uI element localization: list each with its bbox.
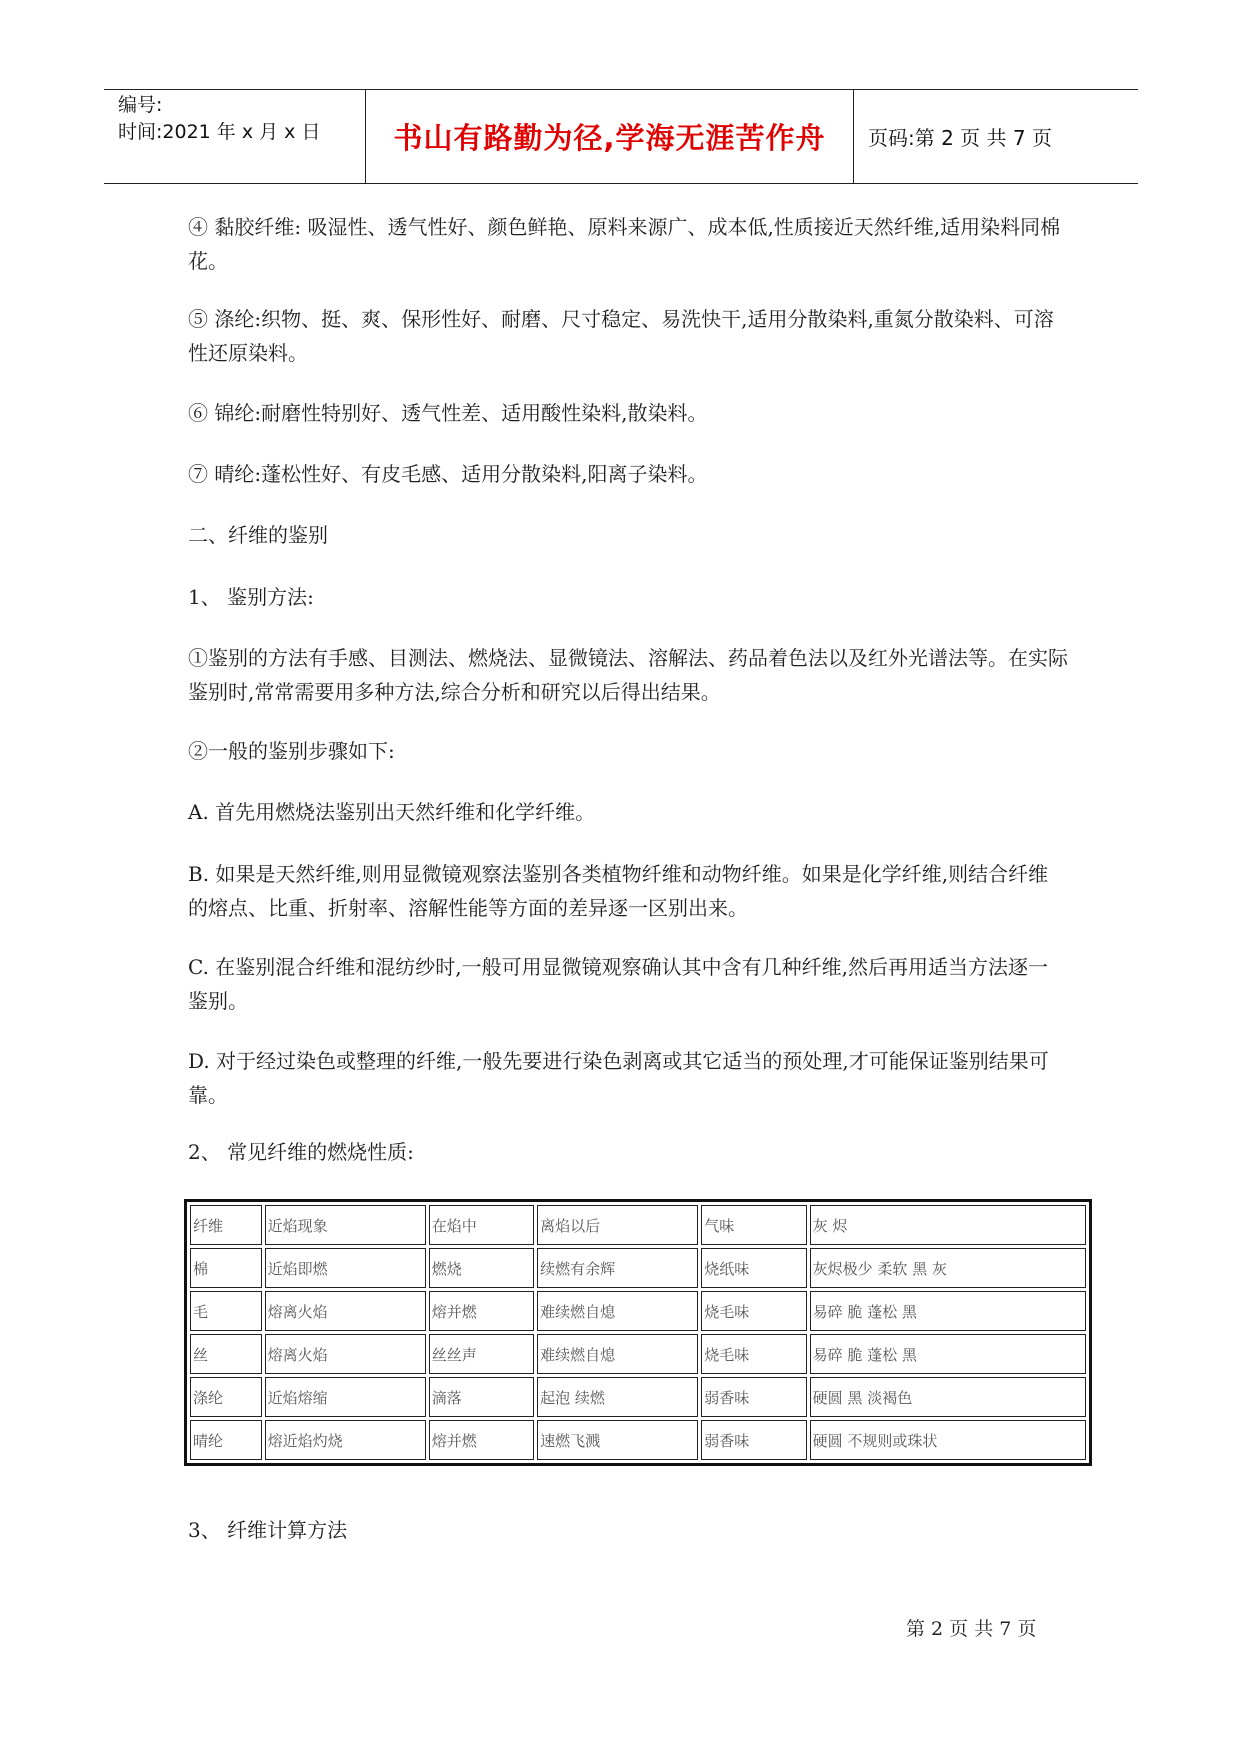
table-cell: 硬圆 黑 淡褐色	[810, 1377, 1086, 1417]
table-header-cell: 纤维	[190, 1205, 262, 1245]
table-cell: 弱香味	[701, 1377, 806, 1417]
paragraph-polyester: ⑤ 涤纶:织物、挺、爽、保形性好、耐磨、尺寸稳定、易洗快干,适用分散染料,重氮分散染料、可溶性还原染料。	[188, 307, 1054, 365]
table-cell: 难续燃自熄	[537, 1334, 698, 1374]
table-cell: 熔并燃	[429, 1420, 534, 1460]
paragraph-methods: ①鉴别的方法有手感、目测法、燃烧法、显微镜法、溶解法、药品着色法以及红外光谱法等。在实际鉴别时,常常需要用多种方法,综合分析和研究以后得出结果。	[188, 646, 1068, 704]
table-cell: 熔并燃	[429, 1291, 534, 1331]
table-cell: 熔离火焰	[265, 1291, 426, 1331]
table-row	[190, 1291, 1086, 1331]
subheading-burning-properties: 2、 常见纤维的燃烧性质:	[188, 1140, 414, 1164]
header-page-label: 页码:第 2 页 共 7 页	[868, 126, 1052, 150]
section-heading-identification: 二、纤维的鉴别	[188, 523, 328, 547]
burning-properties-table	[184, 1199, 1092, 1466]
table-cell: 弱香味	[701, 1420, 806, 1460]
paragraph-nylon: ⑥ 锦纶:耐磨性特别好、透气性差、适用酸性染料,散染料。	[188, 401, 708, 425]
table-header-row	[190, 1205, 1086, 1245]
table-cell: 起泡 续燃	[537, 1377, 698, 1417]
table-cell: 熔离火焰	[265, 1334, 426, 1374]
table-row	[190, 1334, 1086, 1374]
paragraph-step-d: D. 对于经过染色或整理的纤维,一般先要进行染色剥离或其它适当的预处理,才可能保证鉴别结果可靠。	[188, 1049, 1049, 1107]
table-cell: 毛	[190, 1291, 262, 1331]
header-info	[104, 90, 366, 183]
table-header-cell: 近焰现象	[265, 1205, 426, 1245]
table-cell: 晴纶	[190, 1420, 262, 1460]
table-cell: 难续燃自熄	[537, 1291, 698, 1331]
table-cell: 烧毛味	[701, 1334, 806, 1374]
page-header	[104, 89, 1138, 184]
document-time-label: 时间:2021 年 x 月 x 日	[118, 121, 321, 143]
table-header-cell: 离焰以后	[537, 1205, 698, 1245]
page-footer: 第 2 页 共 7 页	[906, 1618, 1037, 1640]
paragraph-steps-intro: ②一般的鉴别步骤如下:	[188, 739, 395, 763]
paragraph-viscose: ④ 黏胶纤维: 吸湿性、透气性好、颜色鲜艳、原料来源广、成本低,性质接近天然纤维,适用染料同棉花。	[188, 215, 1061, 273]
table-cell: 速燃飞溅	[537, 1420, 698, 1460]
table-cell: 涤纶	[190, 1377, 262, 1417]
table-cell: 烧纸味	[701, 1248, 806, 1288]
header-motto: 书山有路勤为径,学海无涯苦作舟	[366, 90, 854, 183]
table-cell: 丝	[190, 1334, 262, 1374]
table-cell: 近焰熔缩	[265, 1377, 426, 1417]
table-cell: 燃烧	[429, 1248, 534, 1288]
subheading-calculation: 3、 纤维计算方法	[188, 1518, 348, 1542]
table-cell: 滴落	[429, 1377, 534, 1417]
table-cell: 丝丝声	[429, 1334, 534, 1374]
table-cell: 续燃有余辉	[537, 1248, 698, 1288]
table-cell: 易碎 脆 蓬松 黑	[810, 1334, 1086, 1374]
paragraph-step-b: B. 如果是天然纤维,则用显微镜观察法鉴别各类植物纤维和动物纤维。如果是化学纤维,则结合纤维的熔点、比重、折射率、溶解性能等方面的差异逐一区别出来。	[188, 862, 1049, 920]
table-cell: 近焰即燃	[265, 1248, 426, 1288]
table-cell: 硬圆 不规则或珠状	[810, 1420, 1086, 1460]
table-row	[190, 1248, 1086, 1288]
paragraph-step-c: C. 在鉴别混合纤维和混纺纱时,一般可用显微镜观察确认其中含有几种纤维,然后再用适当方法逐一鉴别。	[188, 955, 1049, 1013]
table-header-cell: 在焰中	[429, 1205, 534, 1245]
table-header-cell: 灰 烬	[810, 1205, 1086, 1245]
table-cell: 棉	[190, 1248, 262, 1288]
table-row	[190, 1420, 1086, 1460]
document-number-label: 编号:	[118, 94, 163, 116]
table-header-cell: 气味	[701, 1205, 806, 1245]
table-cell: 易碎 脆 蓬松 黑	[810, 1291, 1086, 1331]
paragraph-step-a: A. 首先用燃烧法鉴别出天然纤维和化学纤维。	[188, 800, 596, 824]
paragraph-acrylic: ⑦ 晴纶:蓬松性好、有皮毛感、适用分散染料,阳离子染料。	[188, 462, 708, 486]
table-row	[190, 1377, 1086, 1417]
subheading-methods: 1、 鉴别方法:	[188, 585, 314, 609]
table-cell: 烧毛味	[701, 1291, 806, 1331]
table-cell: 灰烬极少 柔软 黑 灰	[810, 1248, 1086, 1288]
table-cell: 熔近焰灼烧	[265, 1420, 426, 1460]
